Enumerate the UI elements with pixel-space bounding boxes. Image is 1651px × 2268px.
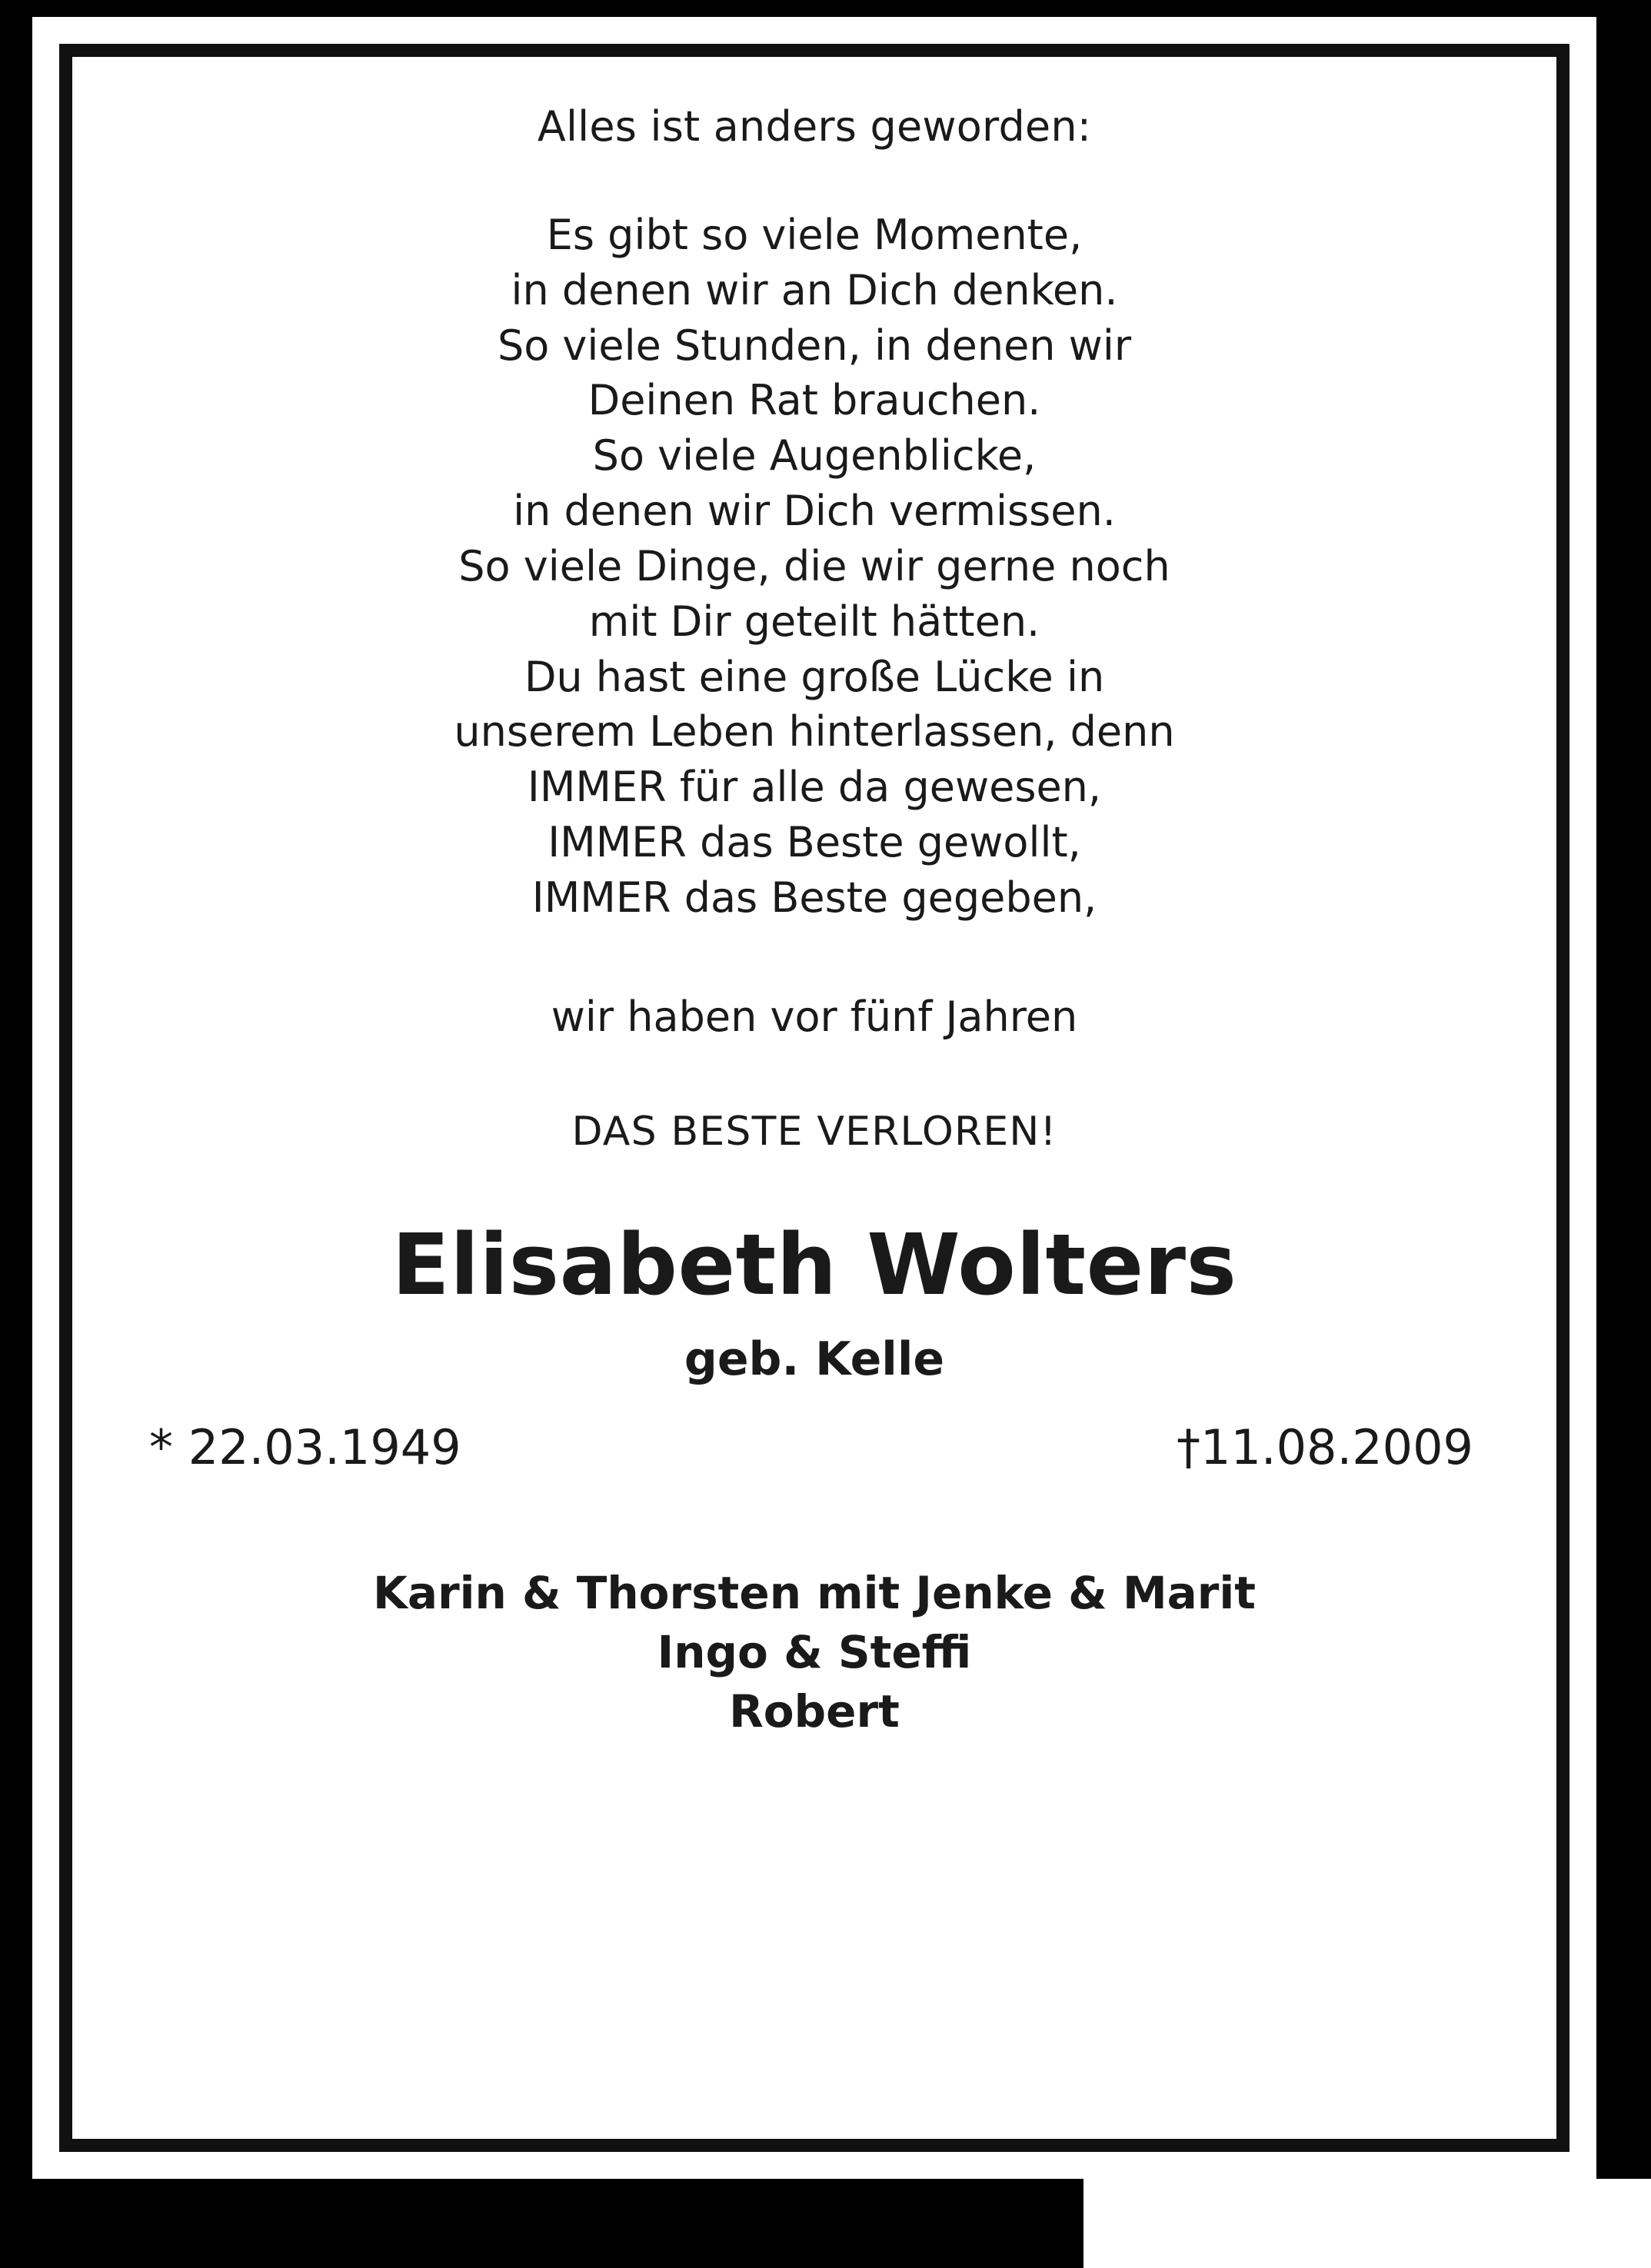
poem-line: Es gibt so viele Momente,: [546, 211, 1083, 259]
poem-line: So viele Dinge, die wir gerne noch: [458, 541, 1170, 590]
poem-line: IMMER das Beste gewollt,: [548, 817, 1081, 866]
poem-line: unserem Leben hinterlassen, denn: [454, 707, 1175, 757]
poem-line: IMMER das Beste gegeben,: [531, 873, 1097, 922]
poem-line: mit Dir geteilt hätten.: [588, 597, 1040, 646]
poem-line: IMMER für alle da gewesen,: [527, 763, 1102, 812]
family-line: Karin & Thorsten mit Jenke & Marit: [372, 1566, 1257, 1619]
death-date: †11.08.2009: [1177, 1418, 1473, 1475]
birth-date: * 22.03.1949: [149, 1418, 461, 1475]
card-border-frame: [59, 44, 1569, 2152]
opening-line: Alles ist anders geworden:: [537, 102, 1092, 151]
bottom-white-notch: [1083, 2179, 1651, 2268]
after-poem-line: wir haben vor fünf Jahren: [551, 992, 1078, 1041]
bottom-black-strip: [0, 2179, 1651, 2268]
card-content: [72, 57, 1556, 2139]
lost-statement: DAS BESTE VERLOREN!: [571, 1108, 1057, 1155]
family-names: [134, 1564, 1495, 1741]
family-line: Robert: [729, 1684, 900, 1738]
deceased-name: Elisabeth Wolters: [391, 1215, 1237, 1314]
poem-line: So viele Augenblicke,: [592, 431, 1037, 481]
poem-line: in denen wir Dich vermissen.: [513, 487, 1116, 536]
life-dates: [134, 1418, 1495, 1475]
obituary-card: [32, 17, 1596, 2179]
poem-line: So viele Stunden, in denen wir: [497, 321, 1132, 370]
family-line: Ingo & Steffi: [657, 1625, 972, 1678]
maiden-name: geb. Kelle: [684, 1332, 945, 1386]
poem-line: Du hast eine große Lücke in: [524, 652, 1105, 701]
poem-block: [134, 208, 1495, 926]
poem-line: in denen wir an Dich denken.: [511, 265, 1118, 314]
poem-line: Deinen Rat brauchen.: [588, 376, 1041, 425]
